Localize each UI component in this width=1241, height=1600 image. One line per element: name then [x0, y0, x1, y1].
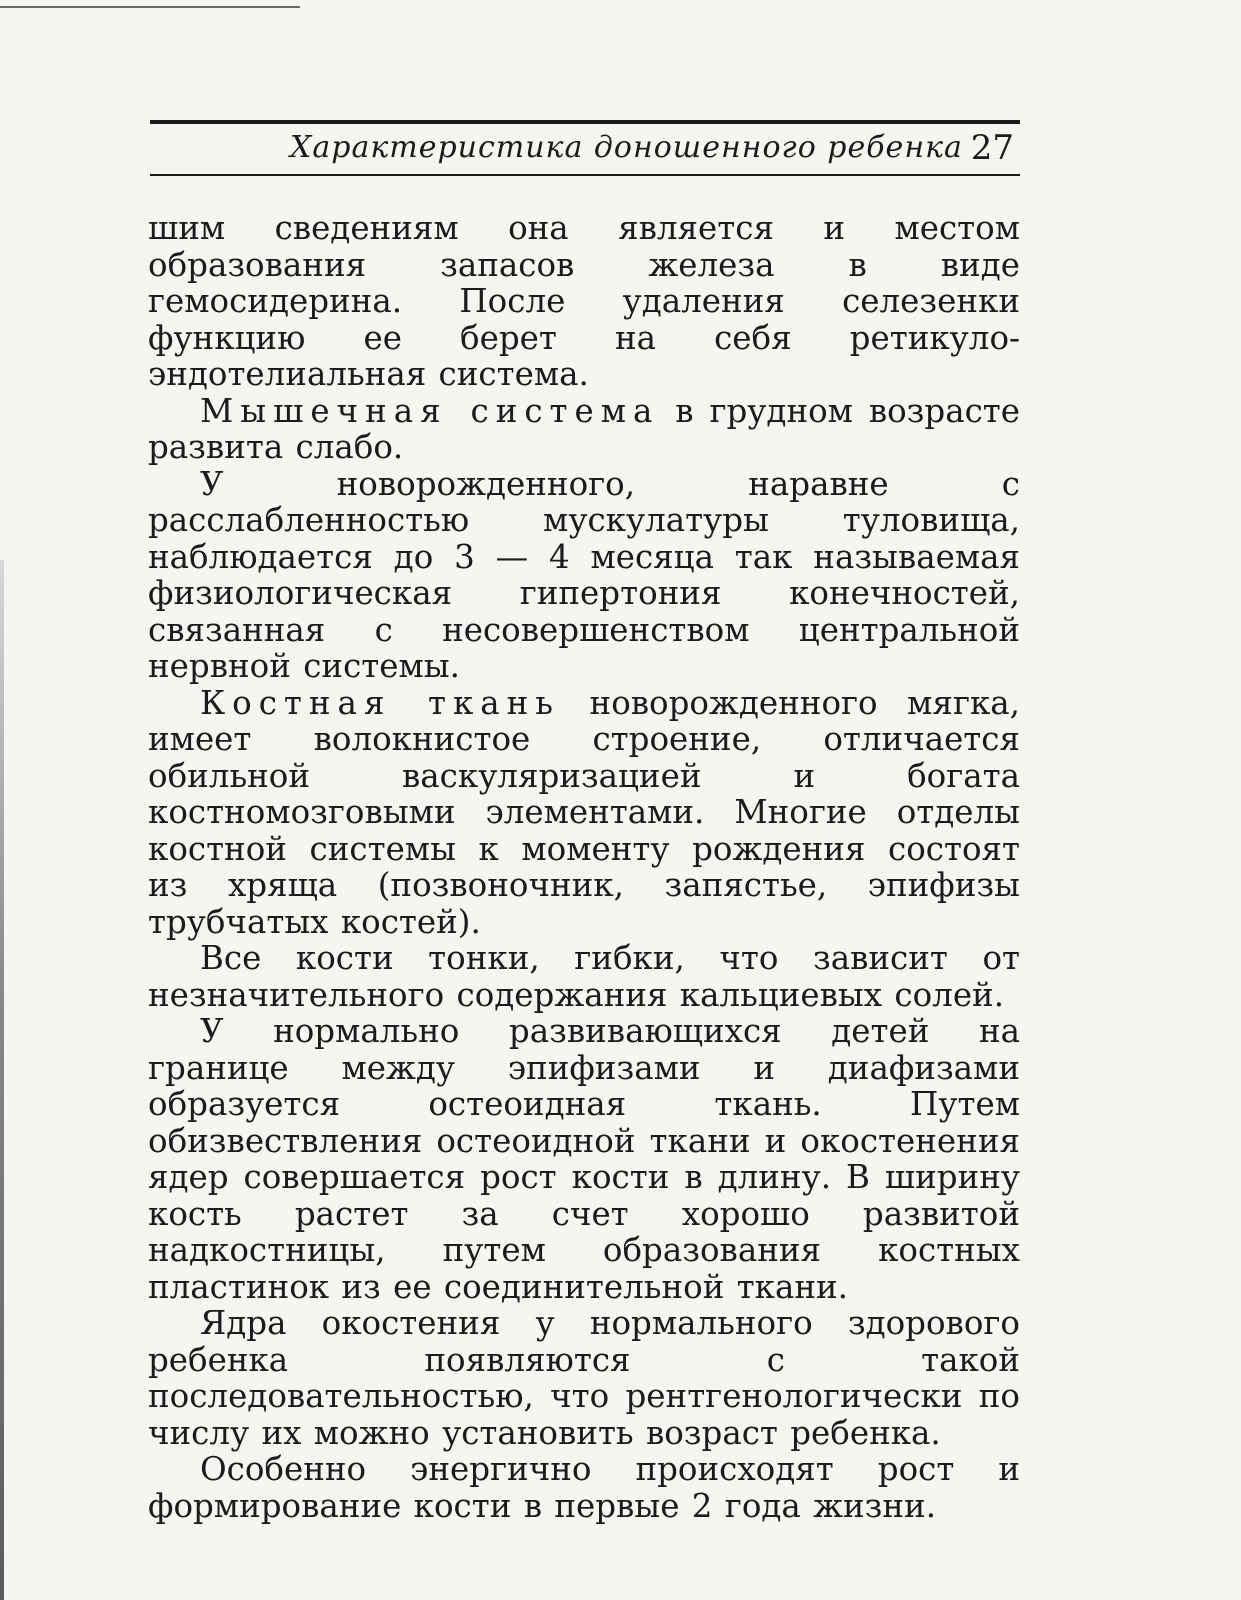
scan-binding-edge — [0, 560, 4, 1600]
running-header — [150, 120, 1020, 176]
paragraph — [148, 940, 1020, 1013]
term-muscular-system: Мышечная система — [200, 391, 660, 430]
paragraph-text: У нормально развивающихся детей на границе между эпифизами и диафизами образуется остеоидная ткань. Путем обизвествления остеоидной ткани и окостенения ядер совершается рост кости в длину. В ширину кость растет за счет хорошо развитой надкостницы, путем образования костных пластинок из ее соединительной ткани. — [148, 1012, 1020, 1306]
paragraph-text: У новорожденного, наравне с расслабленностью мускулатуры туловища, наблюдается до 3 — 4 месяца так называемая физиологическая гипертония конечностей, связанная с несовершенством центральной нервной системы. — [148, 464, 1020, 685]
paragraph — [148, 466, 1020, 685]
paragraph — [148, 1305, 1020, 1451]
paragraph-text: Особенно энергично происходят рост и формирование кости в первые 2 года жизни. — [148, 1450, 1020, 1525]
paragraph — [148, 1451, 1020, 1524]
paragraph — [148, 685, 1020, 941]
paragraph-text: шим сведениям она является и местом образования запасов железа в виде гемосидерина. После удаления селезенки функцию ее берет на себя ретикуло-эндотелиальная система. — [148, 209, 1020, 393]
paragraph-text: в грудном возрасте развита слабо. — [148, 391, 1021, 466]
term-bone-tissue: Костная ткань — [200, 683, 560, 722]
page-number: 27 — [970, 128, 1014, 168]
scan-edge-mark — [0, 6, 300, 8]
paragraph-text: новорожденного мягка, имеет волокнистое строение, отличается обильной васкуляризацией и богата костномозговыми элементами. Многие отделы костной системы к моменту рождения состоят из хряща (позвоночник, запястье, эпифизы трубчатых костей). — [148, 683, 1020, 941]
paragraph — [148, 1013, 1020, 1305]
paragraph — [148, 210, 1020, 393]
paragraph-text: Ядра окостения у нормального здорового ребенка появляются с такой последовательностью, что рентгенологически по числу их можно установить возраст ребенка. — [148, 1304, 1020, 1452]
body-text — [148, 210, 1020, 1524]
running-title: Характеристика доношенного ребенка — [290, 130, 963, 165]
paragraph — [148, 393, 1020, 466]
paragraph-text: Все кости тонки, гибки, что зависит от незначительного содержания кальциевых солей. — [148, 939, 1020, 1014]
